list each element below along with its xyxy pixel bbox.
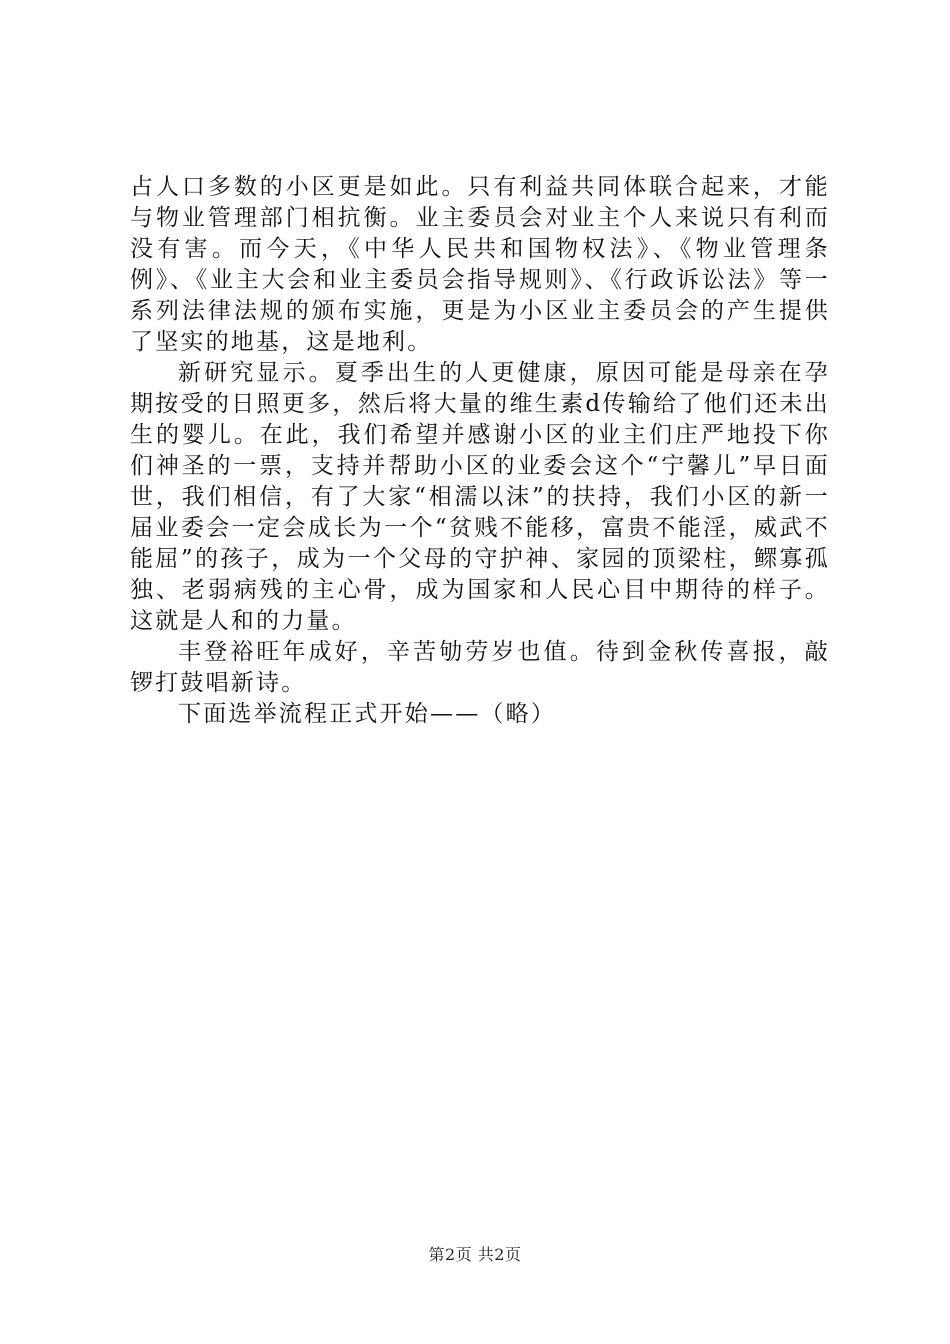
- paragraph-4: 下面选举流程正式开始——（略）: [178, 701, 556, 727]
- paragraph-2: 新研究显示。夏季出生的人更健康，原因可能是母亲在孕期按受的日照更多，然后将大量的维生素d传输给了他们还未出生的婴儿。在此，我们希望并感谢小区的业主们庄严地投下你们神圣的一票，支持并帮助小区的业委会这个“宁馨儿”早日面世，我们相信，有了大家“相濡以沫”的扶持，我们小区的新一届业委会一定会成长为一个“贫贱不能移，富贵不能淫，威武不能屈”的孩子，成为一个父母的守护神、家园的顶梁柱，鳏寡孤独、老弱病残的主心骨，成为国家和人民心目中期待的样子。这就是人和的力量。: [130, 360, 830, 634]
- paragraph-3: 丰登裕旺年成好，辛苦劬劳岁也值。待到金秋传喜报，敲锣打鼓唱新诗。: [130, 639, 830, 696]
- page-number-footer: 第2页 共2页: [428, 1245, 522, 1264]
- document-body: [130, 172, 830, 730]
- paragraph-1: 占人口多数的小区更是如此。只有利益共同体联合起来，才能与物业管理部门相抗衡。业主委员会对业主个人来说只有利而没有害。而今天，《中华人民共和国物权法》、《物业管理条例》、《业主大会和业主委员会指导规则》、《行政诉讼法》等一系列法律法规的颁布实施，更是为小区业主委员会的产生提供了坚实的地基，这是地利。: [130, 174, 830, 355]
